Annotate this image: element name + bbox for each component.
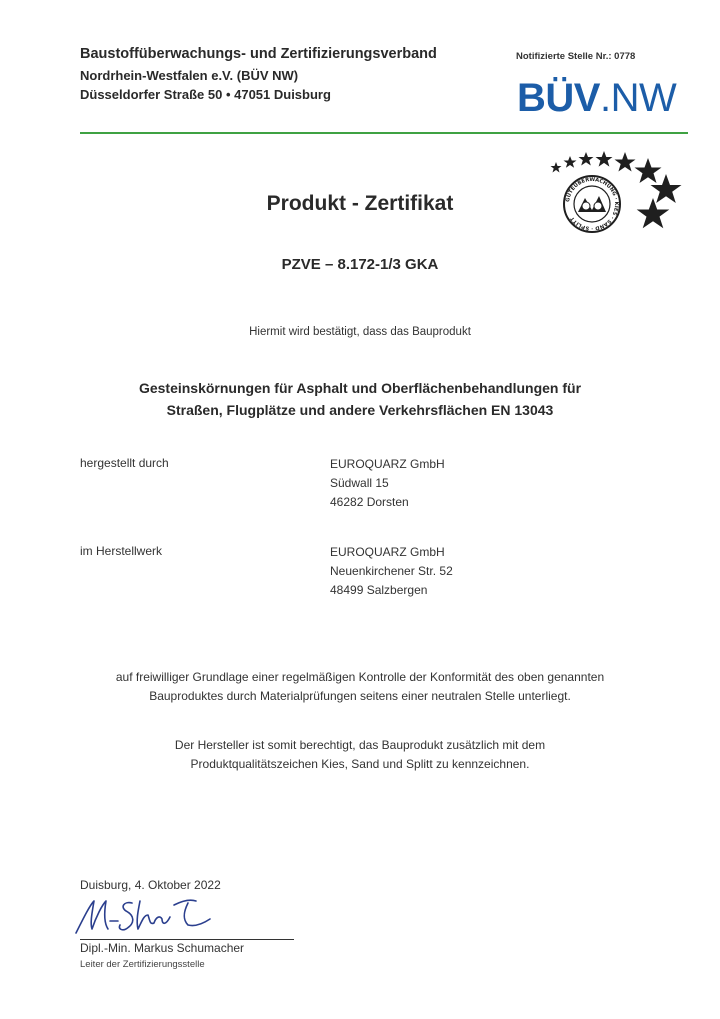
address-line: 46282 Dorsten — [330, 495, 409, 509]
paragraph-line: Bauproduktes durch Materialprüfungen seitens einer neutralen Stelle unterliegt. — [149, 689, 571, 703]
address-line: Neuenkirchener Str. 52 — [330, 564, 453, 578]
org-address: Düsseldorfer Straße 50 • 47051 Duisburg — [80, 87, 331, 102]
plant-address — [330, 543, 453, 600]
star-icon — [635, 158, 662, 183]
page-title: Produkt - Zertifikat — [266, 192, 454, 215]
authorization-paragraph — [0, 736, 720, 774]
logo-text-buv: BÜV — [517, 76, 600, 120]
org-name: Baustoffüberwachungs- und Zertifizierungsverband — [80, 46, 437, 62]
certificate-number: PZVE – 8.172-1/3 GKA — [281, 256, 439, 273]
place-and-date: Duisburg, 4. Oktober 2022 — [80, 878, 221, 892]
paragraph-line: Produktqualitätszeichen Kies, Sand und Splitt zu kennzeichnen. — [190, 757, 530, 771]
star-icon — [579, 152, 594, 166]
buv-nw-logo — [517, 76, 676, 121]
address-line: EUROQUARZ GmbH — [330, 457, 445, 471]
paragraph-line: Der Hersteller ist somit berechtigt, das Bauprodukt zusätzlich mit dem — [174, 738, 546, 752]
address-line: EUROQUARZ GmbH — [330, 545, 445, 559]
manufacturer-label: hergestellt durch — [80, 456, 169, 470]
notified-body-number: Notifizierte Stelle Nr.: 0778 — [516, 51, 636, 62]
signature-line — [80, 939, 294, 940]
manufacturer-address — [330, 455, 445, 512]
product-line: Straßen, Flugplätze und andere Verkehrsflächen EN 13043 — [166, 402, 554, 418]
logo-text-nw: .NW — [599, 76, 677, 120]
star-icon — [551, 162, 562, 173]
address-line: Südwall 15 — [330, 476, 389, 490]
conformity-paragraph — [0, 668, 720, 706]
intro-text: Hiermit wird bestätigt, dass das Bauprodukt — [249, 326, 471, 338]
org-region: Nordrhein-Westfalen e.V. (BÜV NW) — [80, 68, 299, 83]
handwritten-signature — [70, 893, 230, 939]
paragraph-line: auf freiwilliger Grundlage einer regelmäßigen Kontrolle der Konformität des oben genannten — [115, 670, 605, 684]
product-line: Gesteinskörnungen für Asphalt und Oberflächenbehandlungen für — [138, 380, 582, 396]
seal-text: GÜTEÜBERWACHUNG · KIES · SAND · SPLITT — [565, 176, 620, 232]
signatory-name: Dipl.-Min. Markus Schumacher — [80, 941, 245, 955]
header-divider — [80, 132, 688, 134]
star-icon — [596, 151, 613, 167]
signatory-role: Leiter der Zertifizierungsstelle — [80, 959, 205, 970]
star-icon — [615, 152, 636, 172]
star-icon — [564, 156, 577, 168]
plant-label: im Herstellwerk — [80, 544, 163, 558]
product-description — [0, 377, 720, 421]
address-line: 48499 Salzbergen — [330, 583, 428, 597]
